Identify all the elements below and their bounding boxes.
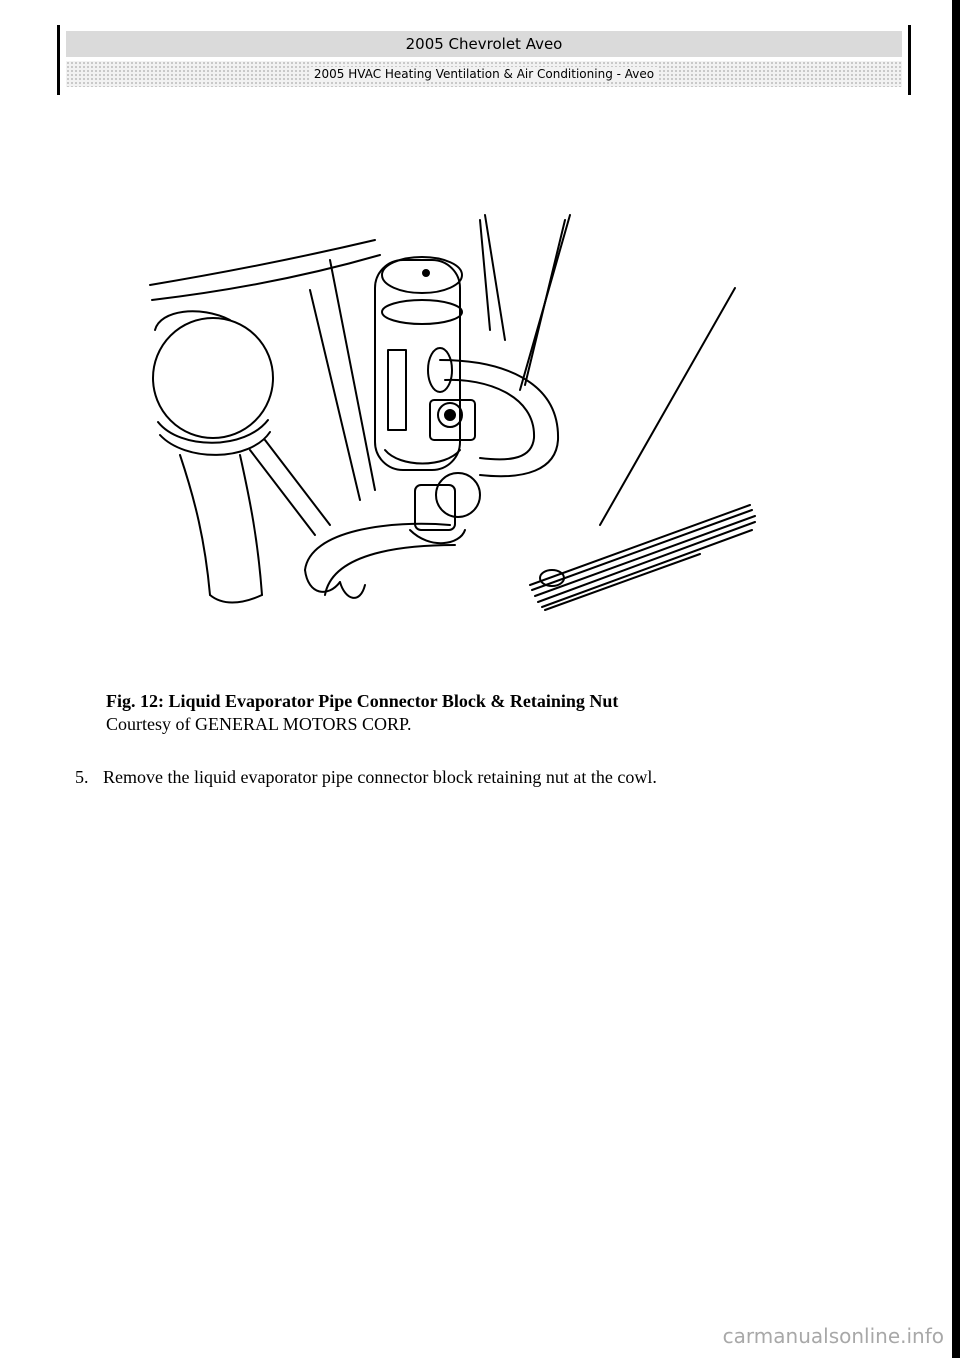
page-edge-bar bbox=[952, 0, 960, 1358]
figure-caption bbox=[106, 690, 618, 736]
procedure-step bbox=[75, 766, 657, 789]
header-subtitle-bar bbox=[66, 61, 902, 87]
header-subtitle: 2005 HVAC Heating Ventilation & Air Conditioning - Aveo bbox=[310, 67, 658, 81]
watermark: carmanualsonline.info bbox=[722, 1324, 944, 1348]
caption-title: Fig. 12: Liquid Evaporator Pipe Connector Block & Retaining Nut bbox=[106, 691, 619, 711]
figure-illustration bbox=[140, 200, 780, 620]
step-text: Remove the liquid evaporator pipe connector block retaining nut at the cowl. bbox=[103, 767, 657, 787]
header-title: 2005 Chevrolet Aveo bbox=[66, 31, 902, 57]
step-number: 5. bbox=[75, 767, 89, 787]
caption-credit: Courtesy of GENERAL MOTORS CORP. bbox=[106, 714, 412, 734]
document-header bbox=[57, 25, 911, 95]
